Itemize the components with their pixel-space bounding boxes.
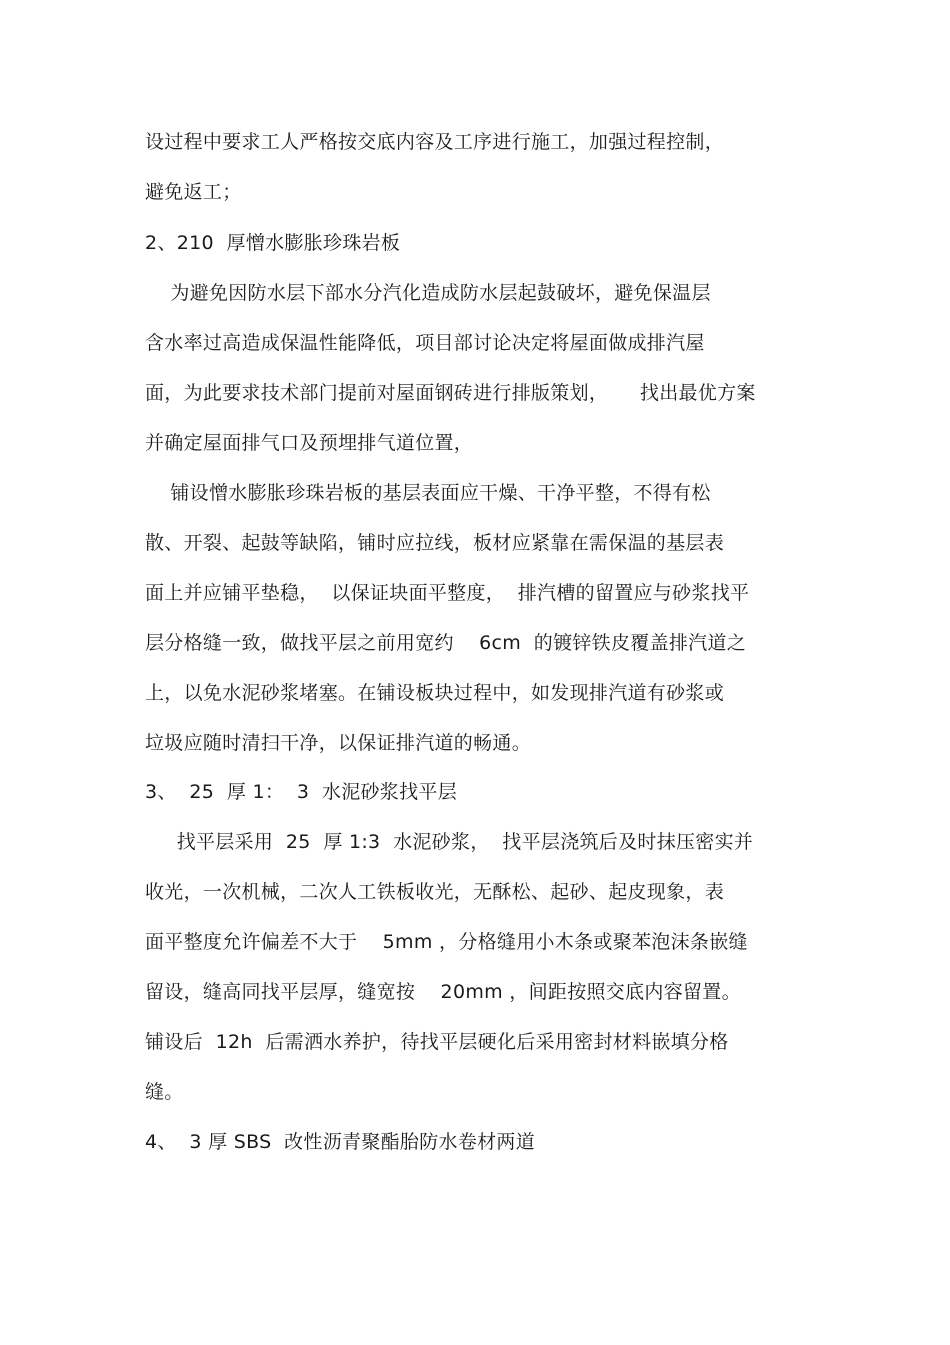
- text-line: 设过程中要求工人严格按交底内容及工序进行施工，加强过程控制，: [145, 131, 725, 153]
- text-line: 面平整度允许偏差不大于 5mm ，分格缝用小木条或聚苯泡沫条嵌缝: [145, 931, 748, 953]
- text-line: 铺设憎水膨胀珍珠岩板的基层表面应干燥、干净平整，不得有松: [145, 482, 711, 504]
- text-line: 并确定屋面排气口及预埋排气道位置，: [145, 432, 474, 454]
- text-line: 缝。: [145, 1081, 184, 1103]
- section-heading-4: 4、 3 厚 SBS 改性沥青聚酯胎防水卷材两道: [145, 1131, 536, 1153]
- section-heading-3: 3、 25 厚 1： 3 水泥砂浆找平层: [145, 781, 457, 803]
- text-line: 留设，缝高同找平层厚，缝宽按 20mm ，间距按照交底内容留置。: [145, 981, 741, 1003]
- section-heading-2: 2、210 厚憎水膨胀珍珠岩板: [145, 232, 401, 254]
- text-line: 层分格缝一致，做找平层之前用宽约 6cm 的镀锌铁皮覆盖排汽道之: [145, 632, 747, 654]
- text-line: 铺设后 12h 后需洒水养护，待找平层硬化后采用密封材料嵌填分格: [145, 1031, 729, 1053]
- text-line: 避免返工；: [145, 181, 242, 203]
- text-line: 面上并应铺平垫稳， 以保证块面平整度， 排汽槽的留置应与砂浆找平: [145, 582, 750, 604]
- text-line: 收光，一次机械，二次人工铁板收光，无酥松、起砂、起皮现象，表: [145, 881, 725, 903]
- text-line: 面，为此要求技术部门提前对屋面钢砖进行排版策划， 找出最优方案: [145, 382, 756, 404]
- text-line: 含水率过高造成保温性能降低，项目部讨论决定将屋面做成排汽屋: [145, 332, 705, 354]
- text-line: 散、开裂、起鼓等缺陷，铺时应拉线，板材应紧靠在需保温的基层表: [145, 532, 725, 554]
- text-line: 上，以免水泥砂浆堵塞。在铺设板块过程中，如发现排汽道有砂浆或: [145, 682, 725, 704]
- text-line: 垃圾应随时清扫干净，以保证排汽道的畅通。: [145, 732, 532, 754]
- text-line: 为避免因防水层下部水分汽化造成防水层起鼓破坏，避免保温层: [145, 282, 711, 304]
- text-line: 找平层采用 25 厚 1:3 水泥砂浆， 找平层浇筑后及时抹压密实并: [145, 831, 754, 853]
